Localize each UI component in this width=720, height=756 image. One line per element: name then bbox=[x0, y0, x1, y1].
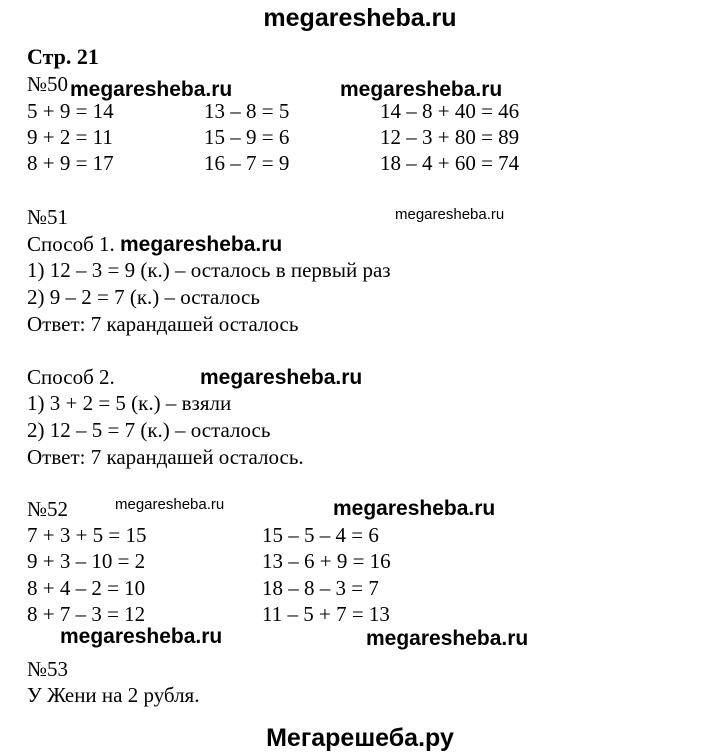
answer-line: Ответ: 7 карандашей осталось. bbox=[27, 445, 304, 469]
ex50-equation: 5 + 9 = 14 bbox=[27, 99, 114, 123]
answer-line: Ответ: 7 карандашей осталось bbox=[27, 312, 299, 336]
solution-line: 1) 3 + 2 = 5 (к.) – взяли bbox=[27, 391, 232, 415]
ex52-equation: 15 – 5 – 4 = 6 bbox=[262, 523, 379, 547]
solution-line: 1) 12 – 3 = 9 (к.) – осталось в первый раз bbox=[27, 258, 391, 282]
method-1-title: Способ 1. bbox=[27, 232, 115, 256]
watermark: megaresheba.ru bbox=[115, 496, 225, 513]
watermark: megaresheba.ru bbox=[60, 625, 223, 648]
exercise-51-number: №51 bbox=[27, 205, 69, 229]
page-title: Стр. 21 bbox=[27, 44, 99, 69]
ex52-equation: 18 – 8 – 3 = 7 bbox=[262, 576, 379, 600]
watermark: megaresheba.ru bbox=[395, 206, 505, 223]
ex50-equation: 15 – 9 = 6 bbox=[204, 125, 290, 149]
ex52-equation: 13 – 6 + 9 = 16 bbox=[262, 549, 391, 573]
solution-line: 2) 12 – 5 = 7 (к.) – осталось bbox=[27, 418, 271, 442]
watermark: megaresheba.ru bbox=[120, 233, 283, 256]
watermark: megaresheba.ru bbox=[366, 627, 529, 650]
site-header: megaresheba.ru bbox=[263, 4, 457, 32]
ex52-equation: 8 + 7 – 3 = 12 bbox=[27, 602, 146, 626]
solution-line: 2) 9 – 2 = 7 (к.) – осталось bbox=[27, 285, 260, 309]
ex50-equation: 9 + 2 = 11 bbox=[27, 125, 113, 149]
method-2-title: Способ 2. bbox=[27, 365, 115, 389]
exercise-53-number: №53 bbox=[27, 657, 69, 681]
watermark: megaresheba.ru bbox=[200, 366, 363, 389]
exercise-50-number: №50 bbox=[27, 72, 69, 96]
ex52-equation: 7 + 3 + 5 = 15 bbox=[27, 523, 147, 547]
watermark: megaresheba.ru bbox=[70, 78, 233, 101]
ex50-equation: 8 + 9 = 17 bbox=[27, 151, 114, 175]
ex50-equation: 14 – 8 + 40 = 46 bbox=[380, 99, 520, 123]
watermark: megaresheba.ru bbox=[340, 78, 503, 101]
site-footer: Мегарешеба.ру bbox=[266, 724, 454, 752]
ex50-equation: 18 – 4 + 60 = 74 bbox=[380, 151, 520, 175]
exercise-52-number: №52 bbox=[27, 497, 69, 521]
ex50-equation: 13 – 8 = 5 bbox=[204, 99, 290, 123]
ex50-equation: 12 – 3 + 80 = 89 bbox=[380, 125, 520, 149]
ex52-equation: 11 – 5 + 7 = 13 bbox=[262, 602, 390, 626]
ex52-equation: 8 + 4 – 2 = 10 bbox=[27, 576, 146, 600]
watermark: megaresheba.ru bbox=[333, 497, 496, 520]
ex52-equation: 9 + 3 – 10 = 2 bbox=[27, 549, 146, 573]
ex50-equation: 16 – 7 = 9 bbox=[204, 151, 290, 175]
answer-line: У Жени на 2 рубля. bbox=[27, 683, 200, 707]
